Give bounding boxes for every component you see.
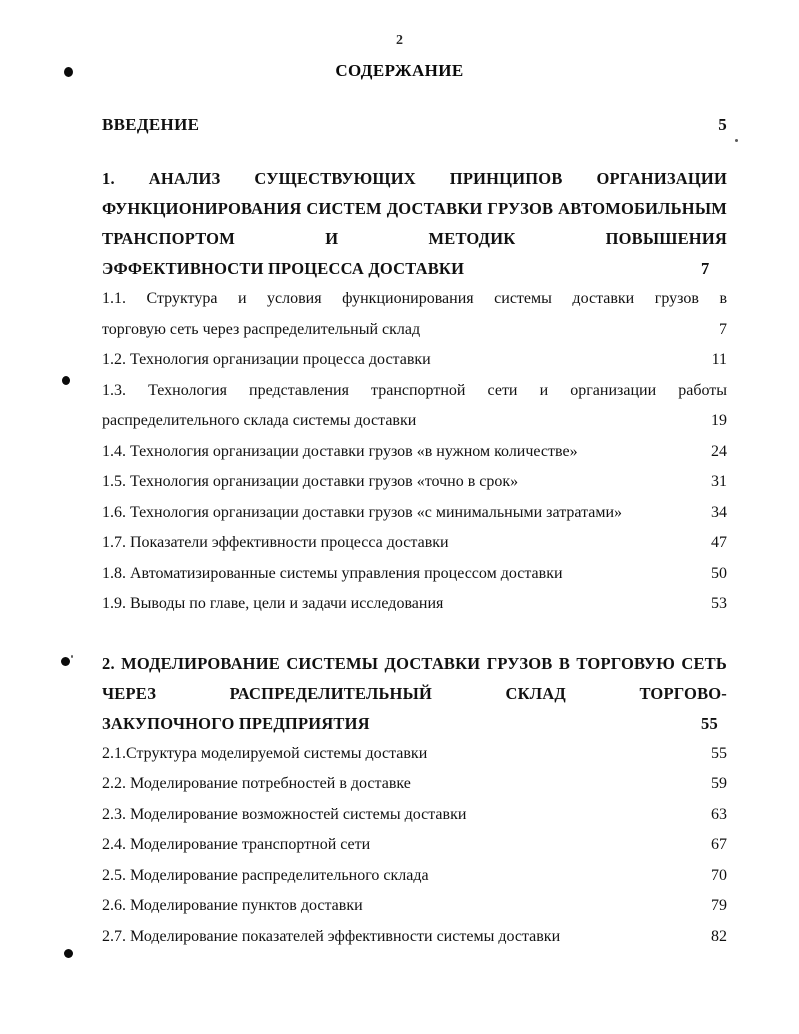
toc-entry-label: 2.3. Моделирование возможностей системы доставки xyxy=(102,805,467,823)
table-of-contents xyxy=(102,115,727,952)
toc-entry-label: 1.2. Технология организации процесса доставки xyxy=(102,351,431,368)
toc-entry-page: 63 xyxy=(711,805,727,823)
scan-artifact-dot xyxy=(62,376,70,385)
toc-entry-1-8[interactable] xyxy=(102,559,727,590)
toc-entry-label: 2.6. Моделирование пунктов доставки xyxy=(102,897,363,914)
toc-entry-page: 19 xyxy=(711,412,727,429)
toc-entry-2-6[interactable] xyxy=(102,891,727,922)
toc-entry-2-4[interactable] xyxy=(102,830,727,861)
toc-entry-page: 59 xyxy=(711,775,727,792)
toc-entry-page: 47 xyxy=(711,534,727,551)
toc-entry-label: 2.1.Структура моделируемой системы доставки xyxy=(102,744,428,762)
toc-entry-1-3[interactable] xyxy=(102,376,727,437)
toc-entry-introduction[interactable] xyxy=(102,115,727,135)
scan-artifact-speck xyxy=(71,655,73,658)
toc-chapter-2-heading[interactable] xyxy=(102,649,727,739)
chapter-2-heading-tail: ЗАКУПОЧНОГО ПРЕДПРИЯТИЯ xyxy=(102,713,370,733)
toc-entry-label: 1.4. Технология организации доставки грузов «в нужном количестве» xyxy=(102,442,578,460)
toc-entry-2-3[interactable] xyxy=(102,800,727,831)
scan-artifact-dot xyxy=(64,949,73,958)
toc-entry-label: 2.7. Моделирование показателей эффективности системы доставки xyxy=(102,927,561,945)
toc-entry-page: 50 xyxy=(711,564,727,582)
toc-entry-2-2[interactable] xyxy=(102,769,727,800)
toc-entry-label-cont: распределительного склада системы доставки xyxy=(102,412,417,429)
chapter-2-heading-last-line xyxy=(102,709,727,739)
toc-entry-2-7[interactable] xyxy=(102,922,727,953)
page-number: 2 xyxy=(396,33,403,48)
toc-entry-page: 7 xyxy=(701,259,710,278)
toc-entry-page: 79 xyxy=(711,897,727,914)
toc-entry-page: 70 xyxy=(711,866,727,884)
toc-entry-1-2[interactable] xyxy=(102,345,727,376)
toc-entry-page: 11 xyxy=(711,351,727,368)
toc-entry-label: 1.7. Показатели эффективности процесса доставки xyxy=(102,534,449,551)
chapter-1-heading-body: 1. АНАЛИЗ СУЩЕСТВУЮЩИХ ПРИНЦИПОВ ОРГАНИЗАЦИИ ФУНКЦИОНИРОВАНИЯ СИСТЕМ ДОСТАВКИ ГРУЗОВ АВТОМОБИЛЬНЫМ ТРАНСПОРТОМ И МЕТОДИК ПОВЫШЕНИЯ xyxy=(102,169,727,248)
toc-entry-page: 55 xyxy=(711,744,727,762)
toc-entry-1-7[interactable] xyxy=(102,528,727,559)
chapter-1-heading-last-line xyxy=(102,254,727,284)
page-title: СОДЕРЖАНИЕ xyxy=(335,61,464,80)
toc-entry-page: 53 xyxy=(711,595,727,612)
toc-entry-1-5[interactable] xyxy=(102,467,727,498)
toc-entry-label: ВВЕДЕНИЕ xyxy=(102,115,200,134)
toc-entry-label: 2.2. Моделирование потребностей в доставке xyxy=(102,775,411,792)
toc-entry-1-6[interactable] xyxy=(102,498,727,529)
toc-entry-label: 2.4. Моделирование транспортной сети xyxy=(102,836,371,853)
scan-artifact-dot xyxy=(61,657,70,666)
toc-entry-label: 1.3. Технология представления транспортной сети и организации работы xyxy=(102,381,727,399)
toc-entry-page: 24 xyxy=(711,442,727,460)
toc-entry-1-1[interactable] xyxy=(102,284,727,345)
toc-entry-page: 82 xyxy=(711,927,727,945)
toc-entry-label: 1.5. Технология организации доставки грузов «точно в срок» xyxy=(102,473,519,490)
scan-artifact-speck xyxy=(735,139,738,142)
toc-entry-page: 5 xyxy=(718,115,727,134)
toc-entry-1-4[interactable] xyxy=(102,437,727,468)
chapter-1-heading-tail: ЭФФЕКТИВНОСТИ ПРОЦЕССА ДОСТАВКИ xyxy=(102,259,465,278)
toc-entry-label-cont: торговую сеть через распределительный склад xyxy=(102,320,421,338)
toc-entry-label: 1.8. Автоматизированные системы управления процессом доставки xyxy=(102,564,563,582)
toc-entry-1-9[interactable] xyxy=(102,589,727,620)
toc-entry-page: 55 xyxy=(701,713,718,733)
toc-entry-page: 31 xyxy=(711,473,727,490)
toc-entry-page: 67 xyxy=(711,836,727,853)
toc-entry-label: 2.5. Моделирование распределительного склада xyxy=(102,866,429,884)
toc-chapter-1-heading[interactable] xyxy=(102,164,727,284)
toc-entry-label: 1.6. Технология организации доставки грузов «с минимальными затратами» xyxy=(102,503,623,521)
toc-entry-label: 1.1. Структура и условия функционирования системы доставки грузов в xyxy=(102,290,727,307)
toc-entry-2-1[interactable] xyxy=(102,739,727,770)
toc-entry-page: 7 xyxy=(719,320,727,338)
toc-entry-label: 1.9. Выводы по главе, цели и задачи исследования xyxy=(102,595,444,612)
toc-entry-page: 34 xyxy=(711,503,727,521)
chapter-2-heading-body: 2. МОДЕЛИРОВАНИЕ СИСТЕМЫ ДОСТАВКИ ГРУЗОВ В ТОРГОВУЮ СЕТЬ ЧЕРЕЗ РАСПРЕДЕЛИТЕЛЬНЫЙ СКЛАД ТОРГОВО- xyxy=(102,653,727,703)
toc-entry-2-5[interactable] xyxy=(102,861,727,892)
